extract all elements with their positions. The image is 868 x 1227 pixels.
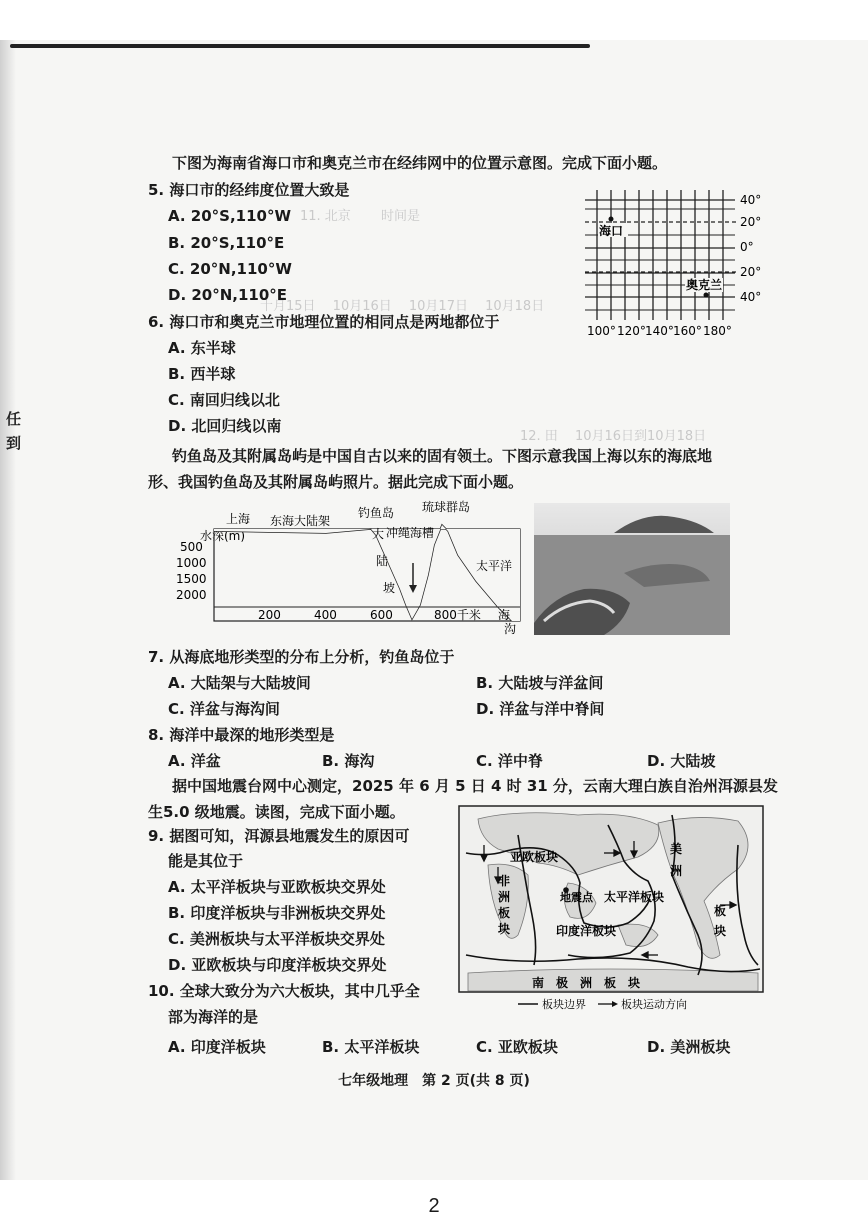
trough-da: 大 xyxy=(372,527,385,541)
american-plate-char: 块 xyxy=(714,924,727,938)
page-edge-shadow xyxy=(0,40,16,1180)
q5-option-b[interactable]: B. 20°S,110°E xyxy=(168,234,285,252)
q9-stem-1: 9. 据图可知，洱源县地震发生的原因可 xyxy=(148,827,410,845)
african-plate-char: 非 xyxy=(498,874,511,888)
q8-stem: 8. 海洋中最深的地形类型是 xyxy=(148,726,335,744)
pacific-label: 太平洋 xyxy=(476,559,513,573)
y-tick: 2000 xyxy=(176,588,207,602)
q8-option-a[interactable]: A. 洋盆 xyxy=(168,752,221,770)
x-tick: 200 xyxy=(258,608,281,622)
trench-gou: 沟 xyxy=(504,622,517,635)
intro-earthquake-2: 生5.0 级地震。读图，完成下面小题。 xyxy=(148,803,405,821)
y-tick: 1500 xyxy=(176,572,207,586)
side-char: 任 xyxy=(6,410,22,428)
q10-option-a[interactable]: A. 印度洋板块 xyxy=(168,1038,266,1056)
q8-option-c[interactable]: C. 洋中脊 xyxy=(476,752,543,770)
tectonic-plates-map xyxy=(458,805,766,1013)
lat-label: 20° xyxy=(740,265,762,279)
q8-option-b[interactable]: B. 海沟 xyxy=(322,752,375,770)
lat-label: 20° xyxy=(740,215,762,229)
trench-hai: 海 xyxy=(498,608,511,622)
lon-label: 160° xyxy=(673,324,702,338)
q10-stem-1: 10. 全球大致分为六大板块，其中几乎全 xyxy=(148,982,420,1000)
q9-option-a[interactable]: A. 太平洋板块与亚欧板块交界处 xyxy=(168,878,386,896)
q5-option-d[interactable]: D. 20°N,110°E xyxy=(168,286,288,304)
eurasian-plate-label: 亚欧板块 xyxy=(510,850,559,864)
lat-label: 40° xyxy=(740,290,762,304)
side-char: 到 xyxy=(6,434,22,452)
q6-option-c[interactable]: C. 南回归线以北 xyxy=(168,391,280,409)
intro-grid-map: 下图为海南省海口市和奥克兰市在经纬网中的位置示意图。完成下面小题。 xyxy=(172,154,668,172)
page-number: 2 xyxy=(428,1195,440,1217)
depth-axis-label: 水深(m) xyxy=(200,529,246,543)
x-tick: 600 xyxy=(370,608,393,622)
slope-po: 坡 xyxy=(383,581,396,595)
q9-option-c[interactable]: C. 美洲板块与太平洋板块交界处 xyxy=(168,930,385,948)
shelf-label: 东海大陆架 xyxy=(270,514,331,528)
q5-stem: 5. 海口市的经纬度位置大致是 xyxy=(148,181,350,199)
slope-lu: 陆 xyxy=(376,554,389,568)
lon-label: 180° xyxy=(703,324,732,338)
q10-option-b[interactable]: B. 太平洋板块 xyxy=(322,1038,420,1056)
q7-option-b[interactable]: B. 大陆坡与洋盆间 xyxy=(476,674,604,692)
x-tick: 400 xyxy=(314,608,337,622)
bleed-text: 十月15日 10月16日 10月17日 10月18日 xyxy=(260,299,545,314)
diaoyu-label: 钓鱼岛 xyxy=(358,506,395,520)
q7-option-a[interactable]: A. 大陆架与大陆坡间 xyxy=(168,674,311,692)
q5-option-a[interactable]: A. 20°S,110°W xyxy=(168,207,292,225)
african-plate-char: 块 xyxy=(498,922,511,936)
american-plate-char: 美 xyxy=(670,842,683,856)
y-tick: 500 xyxy=(180,540,203,554)
bleed-text: 11. 北京 时间是 xyxy=(300,209,420,224)
q10-stem-2: 部为海洋的是 xyxy=(168,1008,259,1026)
q6-stem: 6. 海口市和奥克兰市地理位置的相同点是两地都位于 xyxy=(148,313,500,331)
top-bar xyxy=(10,44,590,48)
q5-option-c[interactable]: C. 20°N,110°W xyxy=(168,260,292,278)
trough-label: 冲绳海槽 xyxy=(386,526,435,540)
y-tick: 1000 xyxy=(176,556,207,570)
q7-option-d[interactable]: D. 洋盆与洋中脊间 xyxy=(476,700,605,718)
diaoyu-island-photo xyxy=(534,503,730,635)
city-auckland-label: 奥克兰 xyxy=(686,278,723,292)
q6-option-b[interactable]: B. 西半球 xyxy=(168,365,236,383)
intro-diaoyu-2: 形、我国钓鱼岛及其附属岛屿照片。据此完成下面小题。 xyxy=(148,473,524,491)
city-auckland-dot xyxy=(704,293,709,298)
q9-option-d[interactable]: D. 亚欧板块与印度洋板块交界处 xyxy=(168,956,387,974)
intro-earthquake-1: 据中国地震台网中心测定，2025 年 6 月 5 日 4 时 31 分，云南大理白族自治州洱源县发 xyxy=(172,777,778,795)
american-plate-char: 洲 xyxy=(670,864,683,878)
pacific-plate-label: 太平洋板块 xyxy=(604,890,665,904)
seafloor-profile-diagram xyxy=(176,495,526,635)
lat-label: 0° xyxy=(740,240,754,254)
q7-stem: 7. 从海底地形类型的分布上分析，钓鱼岛位于 xyxy=(148,648,455,666)
q9-option-b[interactable]: B. 印度洋板块与非洲板块交界处 xyxy=(168,904,386,922)
indian-plate-label: 印度洋板块 xyxy=(556,924,617,938)
ryukyu-label: 琉球群岛 xyxy=(422,500,471,514)
american-plate-char: 板 xyxy=(714,904,727,918)
x-tick: 800千米 xyxy=(434,608,481,622)
antarctic-plate-label: 南 极 洲 板 块 xyxy=(532,976,641,990)
african-plate-char: 板 xyxy=(498,906,511,920)
city-haikou-dot xyxy=(609,217,614,222)
q8-option-d[interactable]: D. 大陆坡 xyxy=(647,752,716,770)
q10-option-c[interactable]: C. 亚欧板块 xyxy=(476,1038,558,1056)
bleed-text: 12. 田 10月16日到10月18日 xyxy=(520,429,707,444)
legend-boundary-label: 板块边界 xyxy=(542,998,586,1011)
lat-label: 40° xyxy=(740,193,762,207)
african-plate-char: 洲 xyxy=(498,890,511,904)
legend-motion-label: 板块运动方向 xyxy=(621,998,687,1011)
q6-option-a[interactable]: A. 东半球 xyxy=(168,339,236,357)
page-footer: 七年级地理 第 2 页(共 8 页) xyxy=(338,1073,530,1089)
quake-point-label: 地震点 xyxy=(560,891,593,904)
q9-stem-2: 能是其位于 xyxy=(168,852,244,870)
shanghai-label: 上海 xyxy=(226,512,251,526)
q7-option-c[interactable]: C. 洋盆与海沟间 xyxy=(168,700,280,718)
lon-label: 140° xyxy=(645,324,674,338)
intro-diaoyu-1: 钓鱼岛及其附属岛屿是中国自古以来的固有领土。下图示意我国上海以东的海底地 xyxy=(172,447,713,465)
lon-label: 120° xyxy=(617,324,646,338)
lat-lon-grid-map xyxy=(575,185,770,340)
q10-option-d[interactable]: D. 美洲板块 xyxy=(647,1038,731,1056)
q6-option-d[interactable]: D. 北回归线以南 xyxy=(168,417,282,435)
city-haikou-label: 海口 xyxy=(599,224,624,238)
lon-label: 100° xyxy=(587,324,616,338)
